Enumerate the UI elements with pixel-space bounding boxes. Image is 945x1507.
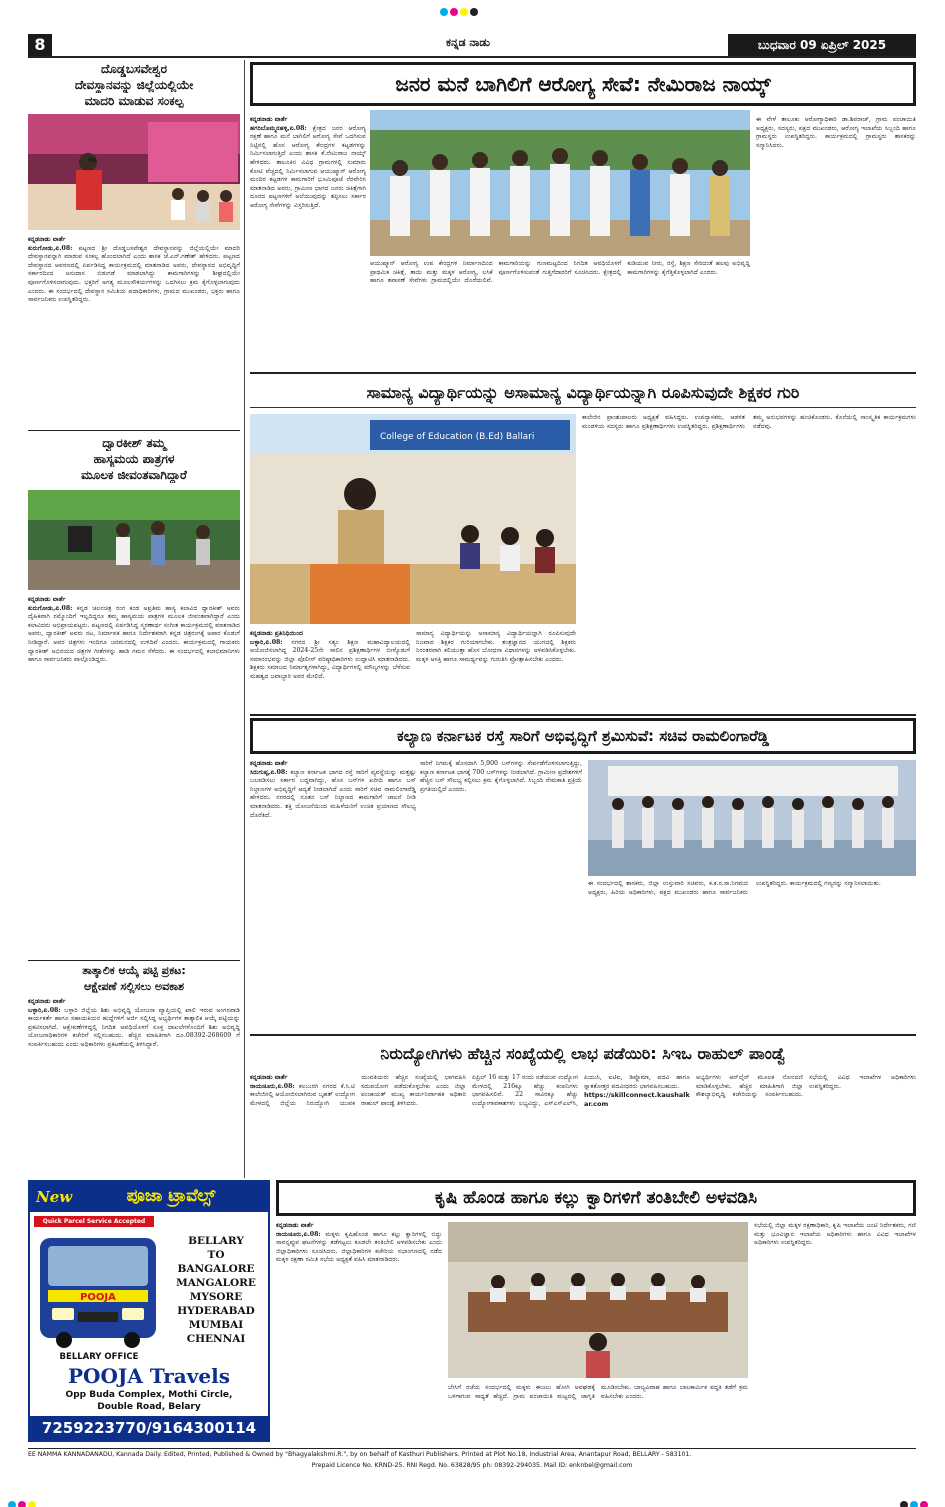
jobs-headline: ನಿರುದ್ಯೋಗಿಗಳು ಹೆಚ್ಚಿನ ಸಂಖ್ಯೆಯಲ್ಲಿ ಲಾಭ ಪಡೆಯಿರಿ: ಸಿಇಒ ರಾಹುಲ್ ಪಾಂಡ್ವೆ [380, 1044, 786, 1063]
jobs-body-col2 [472, 1074, 690, 1174]
krishi-headline: ಕೃಷಿ ಹೊಂಡ ಹಾಗೂ ಕಲ್ಲು ಕ್ವಾರಿಗಳಿಗೆ ತಂತಿಬೇಲಿ ಅಳವಡಿಸಿ [276, 1180, 916, 1216]
lead-body-col2 [370, 260, 750, 366]
advert-company: POOJA Travels [68, 1364, 230, 1388]
page-number-box [28, 34, 52, 56]
education-headline: ಸಾಮಾನ್ಯ ವಿದ್ಯಾರ್ಥಿಯನ್ನು ಅಸಾಮಾನ್ಯ ವಿದ್ಯಾರ್ಥಿಯನ್ನಾಗಿ ರೂಪಿಸುವುದೇ ಶಿಕ್ಷಕರ ಗುರಿ [250, 378, 916, 408]
route-3: MANGALORE [176, 1277, 256, 1289]
education-text-2: ಸಾಮಾನ್ಯ ವಿದ್ಯಾರ್ಥಿಯನ್ನು ಅಸಾಮಾನ್ಯ ವಿದ್ಯಾರ್ಥಿಯನ್ನಾಗಿ ರೂಪಿಸುವುದೇ ನಿಜವಾದ ಶಿಕ್ಷಕರ ಗುರಿಯಾಗಬೇಕು. ತಂತ್ರಜ್ಞಾನದ ಯುಗದಲ್ಲಿ ಶಿಕ್ಷಕರು ನಿರಂತರವಾಗಿ ಕಲಿಯುತ್ತಾ ಹೊಸ ಬೋಧನಾ ವಿಧಾನಗಳನ್ನು ಅಳವಡಿಸಿಕೊಳ್ಳಬೇಕು. ಮಕ್ಕಳ ಆಸಕ್ತಿ ಹಾಗೂ ಸಾಮರ್ಥ್ಯವನ್ನು ಗುರುತಿಸಿ ಪ್ರೋತ್ಸಾಹಿಸಬೇಕು ಎಂದರು. [416, 630, 576, 663]
footer-licence: Prepaid Licence No. KRND-25. RNI Regd. No. 63828/95 ph: 08392-294035. Mail ID: enknbel@gmail.com [311, 1462, 633, 1469]
left-column-divider [244, 60, 245, 1178]
left-mid-text: ಕನ್ನಡ ಚಲನಚಿತ್ರ ರಂಗ ಕಂಡ ಅಪ್ರತಿಮ ಹಾಸ್ಯ ಕಲಾವಿದ ದ್ವಾರಕೀಶ್ ಅವರು ದೈಹಿಕವಾಗಿ ನಮ್ಮೊಂದಿಗೆ ಇಲ್ಲದಿದ್ದರೂ ತಮ್ಮ ಹಾಸ್ಯಮಯ ಪಾತ್ರಗಳ ಮೂಲಕ ಜೀವಂತವಾಗಿದ್ದಾರೆ ಎಂದು ಕಲಾವಿದರು ಅಭಿಪ್ರಾಯಪಟ್ಟರು. ಪಟ್ಟಣದಲ್ಲಿ ಏರ್ಪಡಿಸಿದ್ದ ಸ್ಮರಣಾರ್ಥ ಸಂಗೀತ ಕಾರ್ಯಕ್ರಮದಲ್ಲಿ ಮಾತನಾಡಿದ ಅವರು, ದ್ವಾರಕೀಶ್ ಅವರು ನಟ, ನಿರ್ಮಾಪಕ ಹಾಗೂ ನಿರ್ದೇಶಕರಾಗಿ ಕನ್ನಡ ಚಿತ್ರರಂಗಕ್ಕೆ ಅಪಾರ ಕೊಡುಗೆ ನೀಡಿದ್ದಾರೆ. ಅವರ ಚಿತ್ರಗಳು ಇಂದಿಗೂ ಜನಮನದಲ್ಲಿ ಉಳಿದಿವೆ ಎಂದರು. ಕಾರ್ಯಕ್ರಮದಲ್ಲಿ ಗಾಯಕರು ದ್ವಾರಕೀಶ್ ಅಭಿನಯದ ಚಿತ್ರಗಳ ಗೀತೆಗಳನ್ನು ಹಾಡಿ ಗಮನ ಸೆಳೆದರು. ಈ ಸಂದರ್ಭದಲ್ಲಿ ಕಲಾಭಿಮಾನಿಗಳು ಹಾಗೂ ಸಾರ್ವಜನಿಕರು ಪಾಲ್ಗೊಂಡಿದ್ದರು. [28, 604, 240, 664]
education-body-col2 [416, 630, 576, 710]
advert-routes [164, 1234, 268, 1346]
kalyana-caption [588, 880, 916, 1030]
kalyana-caption-text: ಈ ಸಂದರ್ಭದಲ್ಲಿ ಶಾಸಕರು, ಜಿಲ್ಲಾ ಉಸ್ತುವಾರಿ ಸಚಿವರು, ಕ.ಕ.ರ.ಸಾ.ನಿಗಮದ ಅಧ್ಯಕ್ಷರು, ಹಿರಿಯ ಅಧಿಕಾರಿಗಳು, ಪಕ್ಷದ ಮುಖಂಡರು ಹಾಗೂ ಸಾರ್ವಜನಿಕರು ಉಪಸ್ಥಿತರಿದ್ದರು. ಕಾರ್ಯಕ್ರಮದಲ್ಲಿ ಗಣ್ಯರನ್ನು ಸನ್ಮಾನಿಸಲಾಯಿತು. [588, 880, 881, 896]
education-body-col3 [582, 414, 916, 710]
registration-marks-bottom-left [8, 1494, 38, 1507]
advert-new-label: New [36, 1188, 73, 1206]
krishi-body-col2 [448, 1384, 748, 1442]
krishi-body-col1 [276, 1222, 442, 1442]
krishi-byline: ಕನ್ನಡನಾಡು ವಾರ್ತೆ [276, 1222, 314, 1229]
left-mid-headline-2: ಹಾಸ್ಯಮಯ ಪಾತ್ರಗಳ [93, 452, 175, 466]
krishi-photo [448, 1222, 748, 1378]
left-top-headline-1: ದೊಡ್ಡಬಸವೇಶ್ವರ [100, 62, 168, 76]
lead-bottom-rule [250, 372, 916, 374]
footer-rule [28, 1448, 916, 1449]
kalyana-headline: ಕಲ್ಯಾಣ ಕರ್ನಾಟಕ ರಸ್ತೆ ಸಾರಿಗೆ ಅಭಿವೃದ್ಧಿಗೆ ಶ್ರಮಿಸುವೆ: ಸಚಿವ ರಾಮಲಿಂಗಾರೆಡ್ಡಿ [250, 718, 916, 754]
left-top-headline-3: ಮಾದರಿ ಮಾಡುವ ಸಂಕಲ್ಪ [84, 94, 184, 108]
advert-title: ಪೂಜಾ ಟ್ರಾವೆಲ್ಸ್ [126, 1186, 216, 1206]
header-date: ಬುಧವಾರ 09 ಏಪ್ರಿಲ್ 2025 [728, 34, 916, 56]
route-2: BANGALORE [177, 1263, 255, 1275]
advert-pooja-travels [28, 1180, 270, 1442]
route-0: BELLARY [188, 1235, 244, 1247]
jobs-text-1: ಕಲಬುರಗಿ ನಗರದ ಕೆ.ಸಿ.ಟಿ ಕಾಲೇಜಿನಲ್ಲಿ ಆಯೋಜಿಸಲಾಗಿರುವ ಬೃಹತ್ ಉದ್ಯೋಗ ಮೇಳದಲ್ಲಿ ಜಿಲ್ಲೆಯ ನಿರುದ್ಯೋಗಿ ಯುವಕ ಯುವತಿಯರು ಹೆಚ್ಚಿನ ಸಂಖ್ಯೆಯಲ್ಲಿ ಭಾಗವಹಿಸಿ ಸದುಪಯೋಗ ಪಡೆದುಕೊಳ್ಳಬೇಕು ಎಂದು ಜಿಲ್ಲಾ ಪಂಚಾಯತ್ ಮುಖ್ಯ ಕಾರ್ಯನಿರ್ವಾಹಕ ಅಧಿಕಾರಿ ರಾಹುಲ್ ಪಾಂಡ್ವೆ ತಿಳಿಸಿದರು. [250, 1074, 466, 1107]
left-top-headline-2: ದೇವಸ್ಥಾನವನ್ನು ಜಿಲ್ಲೆಯಲ್ಲಿಯೇ [74, 78, 194, 92]
left-bottom-byline: ಕನ್ನಡನಾಡು ವಾರ್ತೆ [28, 998, 66, 1005]
jobs-link[interactable]: https://skillconnect.kaushalkar.com [584, 1091, 690, 1108]
krishi-text-2: ಬೇಸಿಗೆ ರಜೆಯ ಸಂದರ್ಭದಲ್ಲಿ ಮಕ್ಕಳು ಈಜಲು ಹೋಗಿ ಅವಘಡಕ್ಕೆ ಒಳಗಾಗುವ ಸಾಧ್ಯತೆ ಹೆಚ್ಚಿದೆ. ಗ್ರಾಮ ಪಂಚಾಯಿತಿ ಮಟ್ಟದಲ್ಲಿ ಜಾಗೃತಿ ಮೂಡಿಸಬೇಕು. ಬಾಲ್ಯವಿವಾಹ ಹಾಗೂ ಬಾಲಕಾರ್ಮಿಕ ಪದ್ಧತಿ ತಡೆಗೆ ಕ್ರಮ ವಹಿಸಬೇಕು ಎಂದರು. [448, 1384, 748, 1400]
education-body-col1 [250, 630, 410, 710]
lead-dateline: ಹಗರಿಬೊಮ್ಮನಹಳ್ಳಿ,ಏ.08: [250, 124, 307, 132]
left-bottom-headline-1: ತಾತ್ಕಾಲಿಕ ಆಯ್ಕೆ ಪಟ್ಟಿ ಪ್ರಕಟ: [82, 964, 186, 977]
left-mid-byline: ಕನ್ನಡನಾಡು ವಾರ್ತೆ [28, 596, 66, 603]
jobs-text-2: ಏಪ್ರಿಲ್ 16 ಮತ್ತು 17 ರಂದು ನಡೆಯುವ ಉದ್ಯೋಗ ಮೇಳದಲ್ಲಿ 216ಕ್ಕೂ ಹೆಚ್ಚು ಕಂಪನಿಗಳು ಭಾಗವಹಿಸಲಿವೆ. 22 ಸಾವಿರಕ್ಕೂ ಹೆಚ್ಚು ಉದ್ಯೋಗಾವಕಾಶಗಳು ಲಭ್ಯವಿದ್ದು, ಎಸ್‌ಎಸ್‌ಎಲ್‌ಸಿ, ಪಿಯುಸಿ, ಐಟಿಐ, ಡಿಪ್ಲೊಮಾ, ಪದವಿ ಹಾಗೂ ಸ್ನಾತಕೋತ್ತರ ಪದವೀಧರರು ಭಾಗವಹಿಸಬಹುದು. [472, 1074, 690, 1107]
advert-office-label: BELLARY OFFICE [59, 1352, 139, 1362]
kalyana-byline: ಕನ್ನಡನಾಡು ವಾರ್ತೆ [250, 760, 288, 767]
education-photo-banner: College of Education (B.Ed) Ballari [380, 432, 535, 442]
route-7: CHENNAI [186, 1333, 246, 1345]
krishi-text-3: ಸಭೆಯಲ್ಲಿ ಜಿಲ್ಲಾ ಮಕ್ಕಳ ರಕ್ಷಣಾಧಿಕಾರಿ, ಕೃಷಿ ಇಲಾಖೆಯ ಜಂಟಿ ನಿರ್ದೇಶಕರು, ಗಣಿ ಮತ್ತು ಭೂವಿಜ್ಞಾನ ಇಲಾಖೆಯ ಅಧಿಕಾರಿಗಳು ಹಾಗೂ ವಿವಿಧ ಇಲಾಖೆಗಳ ಅಧಿಕಾರಿಗಳು ಉಪಸ್ಥಿತರಿದ್ದರು. [754, 1222, 916, 1247]
kalyana-photo [588, 760, 916, 876]
kalyana-text-2: ಸಾರಿಗೆ ನಿಗಮಕ್ಕೆ ಹೊಸದಾಗಿ 5,900 ಬಸ್‌ಗಳನ್ನು ಸೇರ್ಪಡೆಗೊಳಿಸಲಾಗುತ್ತಿದ್ದು, ಕಲ್ಯಾಣ ಕರ್ನಾಟಕ ಭಾಗಕ್ಕೆ 700 ಬಸ್‌ಗಳನ್ನು ನೀಡಲಾಗಿದೆ. ಗ್ರಾಮೀಣ ಪ್ರದೇಶಗಳಿಗೆ ಹೆಚ್ಚಿನ ಬಸ್ ಸೌಲಭ್ಯ ಕಲ್ಪಿಸಲು ಕ್ರಮ ಕೈಗೊಳ್ಳಲಾಗಿದೆ. ಸಿಬ್ಬಂದಿ ನೇಮಕಾತಿ ಪ್ರಕ್ರಿಯೆ ಪ್ರಗತಿಯಲ್ಲಿದೆ ಎಂದರು. [420, 760, 582, 793]
jobs-body-col1 [250, 1074, 466, 1174]
jobs-byline: ಕನ್ನಡನಾಡು ವಾರ್ತೆ [250, 1074, 288, 1081]
jobs-dateline: ರಾಯಚೂರು,ಏ.08: [250, 1082, 295, 1090]
jobs-body-col3 [696, 1074, 916, 1174]
kalyana-bottom-rule [250, 1034, 916, 1036]
left-mid-photo [28, 490, 240, 590]
left-mid-headline-3: ಮೂಲಕ ಜೀವಂತವಾಗಿದ್ದಾರೆ [81, 468, 187, 482]
left-bottom-dateline: ಬಳ್ಳಾರಿ,ಏ.08: [28, 1006, 61, 1014]
education-byline: ಕನ್ನಡನಾಡು ಪ್ರತಿನಿಧಿಯಿಂದ [250, 630, 304, 637]
advert-address-2: Double Road, Belary [97, 1402, 201, 1412]
education-bottom-rule [250, 714, 916, 716]
advert-phones[interactable]: 7259223770/9164300114 [30, 1416, 268, 1440]
footer-imprint: EE NAMMA KANNADANADU, Kannada Daily. Edited, Printed, Published & Owned by "Bhagyalakshmi.R.", by on behalf of Kasthuri Publishers. Printed at Plot No.18, Industrial Area, Anantapur Road, BELLARY - 583101. [28, 1451, 692, 1458]
page-number: 8 [34, 35, 46, 54]
route-6: MUMBAI [188, 1319, 244, 1331]
advert-bus-label: POOJA [80, 1292, 116, 1303]
left-top-photo [28, 114, 240, 230]
lead-text-2: ಆಯುಷ್ಮಾನ್ ಆರೋಗ್ಯ ಉಪ ಕೇಂದ್ರಗಳ ನಿರ್ಮಾಣದಿಂದ ಪ್ರಾಥಮಿಕ ಚಿಕಿತ್ಸೆ, ತಾಯಿ ಮತ್ತು ಮಕ್ಕಳ ಆರೋಗ್ಯ, ಲಸಿಕೆ ಹಾಗೂ ತಪಾಸಣೆ ಸೇವೆಗಳು ಗ್ರಾಮದಲ್ಲಿಯೇ ದೊರೆಯಲಿವೆ. ಕಾಮಗಾರಿಯನ್ನು ಗುಣಮಟ್ಟದಿಂದ ನಿಗದಿತ ಅವಧಿಯೊಳಗೆ ಪೂರ್ಣಗೊಳಿಸುವಂತೆ ಗುತ್ತಿಗೆದಾರರಿಗೆ ಸೂಚಿಸಿದರು. ಕ್ಷೇತ್ರದಲ್ಲಿ ಕುಡಿಯುವ ನೀರು, ರಸ್ತೆ, ಶಿಕ್ಷಣ ಸೇರಿದಂತೆ ಹಲವು ಅಭಿವೃದ್ಧಿ ಕಾಮಗಾರಿಗಳನ್ನು ಕೈಗೆತ್ತಿಕೊಳ್ಳಲಾಗಿದೆ ಎಂದರು. [370, 260, 750, 285]
krishi-text-1: ಮಕ್ಕಳು ಕೃಷಿಹೊಂಡ ಹಾಗೂ ಕಲ್ಲು ಕ್ವಾರಿಗಳಲ್ಲಿ ಬಿದ್ದು ಸಾವನ್ನಪ್ಪುವ ಘಟನೆಗಳನ್ನು ತಡೆಗಟ್ಟಲು ಕೂಡಲೇ ತಂತಿಬೇಲಿ ಅಳವಡಿಸಬೇಕು ಎಂದು ಜಿಲ್ಲಾಧಿಕಾರಿಗಳು ಸೂಚಿಸಿದರು. ಜಿಲ್ಲಾಧಿಕಾರಿಗಳ ಕಚೇರಿಯ ಸಭಾಂಗಣದಲ್ಲಿ ನಡೆದ ಮಕ್ಕಳ ರಕ್ಷಣಾ ಸಮಿತಿ ಸಭೆಯ ಅಧ್ಯಕ್ಷತೆ ವಹಿಸಿ ಮಾತನಾಡಿದರು. [276, 1230, 442, 1264]
header-rule [28, 56, 916, 58]
education-dateline: ಬಳ್ಳಾರಿ,ಏ.08: [250, 638, 283, 646]
advert-bus-image [34, 1232, 162, 1350]
left-mid-body [28, 596, 240, 956]
kalyana-dateline: ಸಿರುಗುಪ್ಪ,ಏ.08: [250, 768, 288, 776]
left-top-byline: ಕನ್ನಡನಾಡು ವಾರ್ತೆ [28, 236, 66, 243]
kalyana-text-1: ಕಲ್ಯಾಣ ಕರ್ನಾಟಕ ಭಾಗದ ರಸ್ತೆ ಸಾರಿಗೆ ವ್ಯವಸ್ಥೆಯನ್ನು ಮತ್ತಷ್ಟು ಬಲಪಡಿಸಲು ಸರ್ಕಾರ ಬದ್ಧವಾಗಿದ್ದು, ಹೊಸ ಬಸ್‌ಗಳ ಖರೀದಿ ಹಾಗೂ ಬಸ್ ನಿಲ್ದಾಣಗಳ ಅಭಿವೃದ್ಧಿಗೆ ಆದ್ಯತೆ ನೀಡಲಾಗಿದೆ ಎಂದು ಸಾರಿಗೆ ಸಚಿವ ರಾಮಲಿಂಗಾರೆಡ್ಡಿ ಹೇಳಿದರು. ನಗರದಲ್ಲಿ ನೂತನ ಬಸ್ ನಿಲ್ದಾಣದ ಕಾಮಗಾರಿಗೆ ಚಾಲನೆ ನೀಡಿ ಮಾತನಾಡಿದರು. ಶಕ್ತಿ ಯೋಜನೆಯಿಂದ ಮಹಿಳೆಯರಿಗೆ ಉಚಿತ ಪ್ರಯಾಣದ ಸೌಲಭ್ಯ ದೊರೆತಿದೆ. [250, 768, 416, 819]
krishi-body-col3 [754, 1222, 916, 1442]
left-divider-1 [28, 430, 240, 431]
left-bottom-body [28, 998, 240, 1170]
lead-text-1: ಕ್ಷೇತ್ರದ ಜನರ ಆರೋಗ್ಯ ರಕ್ಷಣೆ ಹಾಗೂ ಮನೆ ಬಾಗಿಲಿಗೆ ಆರೋಗ್ಯ ಸೇವೆ ಒದಗಿಸುವ ನಿಟ್ಟಿನಲ್ಲಿ ಹೊಸ ಆರೋಗ್ಯ ಕೇಂದ್ರಗಳ ಕಟ್ಟಡಗಳನ್ನು ನಿರ್ಮಿಸಲಾಗುತ್ತಿದೆ ಎಂದು ಶಾಸಕ ಕೆ.ನೇಮಿರಾಜ ನಾಯ್ಕ್ ಹೇಳಿದರು. ತಾಲೂಕಿನ ವಿವಿಧ ಗ್ರಾಮಗಳಲ್ಲಿ ಸುಮಾರು ಕೋಟಿ ವೆಚ್ಚದಲ್ಲಿ ನಿರ್ಮಿಸಲಾಗುವ ಆಯುಷ್ಮಾನ್ ಆರೋಗ್ಯ ಮಂದಿರ ಕಟ್ಟಡಗಳ ಕಾಮಗಾರಿಗೆ ಭೂಮಿಪೂಜೆ ನೆರವೇರಿಸಿ ಮಾತನಾಡಿದ ಅವರು, ಗ್ರಾಮೀಣ ಭಾಗದ ಜನರು ಚಿಕಿತ್ಸೆಗಾಗಿ ದೂರದ ಪಟ್ಟಣಗಳಿಗೆ ಅಲೆಯುವುದನ್ನು ತಪ್ಪಿಸಲು ಸರ್ಕಾರ ಆರೋಗ್ಯ ಸೇವೆಗಳನ್ನು ವಿಸ್ತರಿಸುತ್ತಿದೆ. [250, 124, 366, 209]
kalyana-body-col2 [420, 760, 582, 1030]
left-bottom-headline-2: ಆಕ್ಷೇಪಣೆ ಸಲ್ಲಿಸಲು ಅವಕಾಶ [83, 980, 185, 993]
left-divider-2 [28, 960, 240, 961]
kalyana-body-col1 [250, 760, 416, 1030]
lead-photo [370, 110, 750, 256]
left-mid-dateline: ಕುರುಗೋಡು,ಏ.08: [28, 604, 73, 612]
education-text-3: ಕಾಲೇಜಿನ ಪ್ರಾಂಶುಪಾಲರು ಅಧ್ಯಕ್ಷತೆ ವಹಿಸಿದ್ದರು. ಉಪನ್ಯಾಸಕರು, ಆಡಳಿತ ಮಂಡಳಿಯ ಸದಸ್ಯರು ಹಾಗೂ ಪ್ರಶಿಕ್ಷಣಾರ್ಥಿಗಳು ಉಪಸ್ಥಿತರಿದ್ದರು. ಪ್ರಶಿಕ್ಷಣಾರ್ಥಿಗಳು ತಮ್ಮ ಅನುಭವಗಳನ್ನು ಹಂಚಿಕೊಂಡರು. ಕೊನೆಯಲ್ಲಿ ಸಾಂಸ್ಕೃತಿಕ ಕಾರ್ಯಕ್ರಮಗಳು ನಡೆದವು. [582, 414, 916, 430]
lead-body-col1 [250, 116, 366, 366]
left-bottom-text: ಬಳ್ಳಾರಿ ಜಿಲ್ಲೆಯ ಶಿಶು ಅಭಿವೃದ್ಧಿ ಯೋಜನಾ ವ್ಯಾಪ್ತಿಯಲ್ಲಿ ಖಾಲಿ ಇರುವ ಅಂಗನವಾಡಿ ಕಾರ್ಯಕರ್ತೆ ಹಾಗೂ ಸಹಾಯಕಿಯರ ಹುದ್ದೆಗಳಿಗೆ ಅರ್ಜಿ ಸಲ್ಲಿಸಿದ್ದ ಅಭ್ಯರ್ಥಿಗಳ ತಾತ್ಕಾಲಿಕ ಆಯ್ಕೆ ಪಟ್ಟಿಯನ್ನು ಪ್ರಕಟಿಸಲಾಗಿದೆ. ಆಕ್ಷೇಪಣೆಗಳಿದ್ದಲ್ಲಿ ನಿಗದಿತ ಅವಧಿಯೊಳಗೆ ಸೂಕ್ತ ದಾಖಲೆಗಳೊಂದಿಗೆ ಶಿಶು ಅಭಿವೃದ್ಧಿ ಯೋಜನಾಧಿಕಾರಿಗಳ ಕಚೇರಿಗೆ ಸಲ್ಲಿಸಬಹುದು. ಹೆಚ್ಚಿನ ಮಾಹಿತಿಗಾಗಿ ದೂ.08392-268609 ಗೆ ಸಂಪರ್ಕಿಸಬಹುದು ಎಂದು ಅಧಿಕಾರಿಗಳು ಪ್ರಕಟಣೆಯಲ್ಲಿ ತಿಳಿಸಿದ್ದಾರೆ. [28, 1006, 240, 1048]
education-text-1: ನಗರದ ಶ್ರೀ ಸತ್ಯಂ ಶಿಕ್ಷಣ ಮಹಾವಿದ್ಯಾಲಯದಲ್ಲಿ ಆಯೋಜಿಸಲಾಗಿದ್ದ 2024-25ನೇ ಸಾಲಿನ ಪ್ರಶಿಕ್ಷಣಾರ್ಥಿಗಳ ಬೀಳ್ಕೊಡುಗೆ ಸಮಾರಂಭವನ್ನು ಜಿಲ್ಲಾ ಪೊಲೀಸ್ ವರಿಷ್ಠಾಧಿಕಾರಿಗಳು ಉದ್ಘಾಟಿಸಿ ಮಾತನಾಡಿದರು. ಶಿಕ್ಷಕರು ಸಮಾಜದ ನಿರ್ಮಾತೃಗಳಾಗಿದ್ದು, ವಿದ್ಯಾರ್ಥಿಗಳಲ್ಲಿ ಮೌಲ್ಯಗಳನ್ನು ಬೆಳೆಸುವ ಮಹತ್ವದ ಜವಾಬ್ದಾರಿ ಅವರ ಮೇಲಿದೆ. [250, 638, 410, 680]
lead-headline: ಜನರ ಮನೆ ಬಾಗಿಲಿಗೆ ಆರೋಗ್ಯ ಸೇವೆ: ನೇಮಿರಾಜ ನಾಯ್ಕ್ [250, 62, 916, 106]
education-photo [250, 414, 576, 624]
route-4: MYSORE [189, 1291, 243, 1303]
lead-byline: ಕನ್ನಡನಾಡು ವಾರ್ತೆ [250, 116, 288, 123]
lead-text-3: ಈ ವೇಳೆ ತಾಲೂಕು ಆರೋಗ್ಯಾಧಿಕಾರಿ ಡಾ.ಶಿವರಾಜ್, ಗ್ರಾಮ ಪಂಚಾಯಿತಿ ಅಧ್ಯಕ್ಷರು, ಸದಸ್ಯರು, ಪಕ್ಷದ ಮುಖಂಡರು, ಆರೋಗ್ಯ ಇಲಾಖೆಯ ಸಿಬ್ಬಂದಿ ಹಾಗೂ ಗ್ರಾಮಸ್ಥರು ಉಪಸ್ಥಿತರಿದ್ದರು. ಕಾರ್ಯಕ್ರಮದಲ್ಲಿ ಗ್ರಾಮಸ್ಥರು ಶಾಸಕರನ್ನು ಸನ್ಮಾನಿಸಿದರು. [756, 116, 916, 149]
lead-body-col4 [756, 116, 916, 366]
krishi-dateline: ರಾಯಚೂರು,ಏ.08: [276, 1230, 321, 1238]
page-header [28, 34, 916, 56]
left-top-text: ಪಟ್ಟಣದ ಶ್ರೀ ದೊಡ್ಡಬಸವೇಶ್ವರ ದೇವಸ್ಥಾನವನ್ನು ಜಿಲ್ಲೆಯಲ್ಲಿಯೇ ಮಾದರಿ ದೇವಸ್ಥಾನವನ್ನಾಗಿ ಮಾಡುವ ಸಂಕಲ್ಪ ಹೊಂದಲಾಗಿದೆ ಎಂದು ಶಾಸಕ ಜೆ.ಎನ್.ಗಣೇಶ್ ಹೇಳಿದರು. ಪಟ್ಟಣದ ದೇವಸ್ಥಾನದ ಆವರಣದಲ್ಲಿ ಏರ್ಪಡಿಸಿದ್ದ ಕಾರ್ಯಕ್ರಮದಲ್ಲಿ ಮಾತನಾಡಿದ ಅವರು, ದೇವಸ್ಥಾನದ ಅಭಿವೃದ್ಧಿಗೆ ಸರ್ಕಾರದಿಂದ ಅನುದಾನ ಬಿಡುಗಡೆ ಮಾಡಲಾಗಿದ್ದು ಕಾಮಗಾರಿಗಳನ್ನು ಶೀಘ್ರದಲ್ಲಿಯೇ ಪೂರ್ಣಗೊಳಿಸಲಾಗುವುದು. ಭಕ್ತರಿಗೆ ಅಗತ್ಯ ಮೂಲಸೌಕರ್ಯಗಳನ್ನು ಒದಗಿಸಲು ಕ್ರಮ ಕೈಗೊಳ್ಳಲಾಗುವುದು ಎಂದರು. ಈ ಸಂದರ್ಭದಲ್ಲಿ ದೇವಸ್ಥಾನ ಸಮಿತಿಯ ಪದಾಧಿಕಾರಿಗಳು, ಗ್ರಾಮದ ಮುಖಂಡರು, ಭಕ್ತರು ಹಾಗೂ ಸಾರ್ವಜನಿಕರು ಉಪಸ್ಥಿತರಿದ್ದರು. [28, 244, 240, 304]
advert-address-1: Opp Buda Complex, Mothi Circle, [65, 1390, 233, 1400]
route-5: HYDERABAD [177, 1305, 255, 1317]
jobs-text-3: ಅಭ್ಯರ್ಥಿಗಳು ಆನ್‌ಲೈನ್ ಮೂಲಕ ನೋಂದಣಿ ಮಾಡಿಕೊಳ್ಳಬೇಕು. ಹೆಚ್ಚಿನ ಮಾಹಿತಿಗಾಗಿ ಜಿಲ್ಲಾ ಕೌಶಲ್ಯಾಭಿವೃದ್ಧಿ ಕಚೇರಿಯನ್ನು ಸಂಪರ್ಕಿಸಬಹುದು. ಸಭೆಯಲ್ಲಿ ವಿವಿಧ ಇಲಾಖೆಗಳ ಅಧಿಕಾರಿಗಳು ಉಪಸ್ಥಿತರಿದ್ದರು. [696, 1074, 916, 1099]
advert-tagline: Quick Parcel Service Accepted [34, 1216, 154, 1227]
registration-marks-top [440, 1, 480, 20]
masthead: ಕನ್ನಡ ನಾಡು [446, 36, 490, 49]
registration-marks-bottom-right [900, 1494, 930, 1507]
left-mid-headline-1: ದ್ವಾರಕೀಶ್ ತಮ್ಮ [102, 436, 166, 450]
route-1: TO [207, 1249, 225, 1261]
left-top-dateline: ಕುರುಗೋಡು,ಏ.08: [28, 244, 73, 252]
left-top-body [28, 236, 240, 426]
